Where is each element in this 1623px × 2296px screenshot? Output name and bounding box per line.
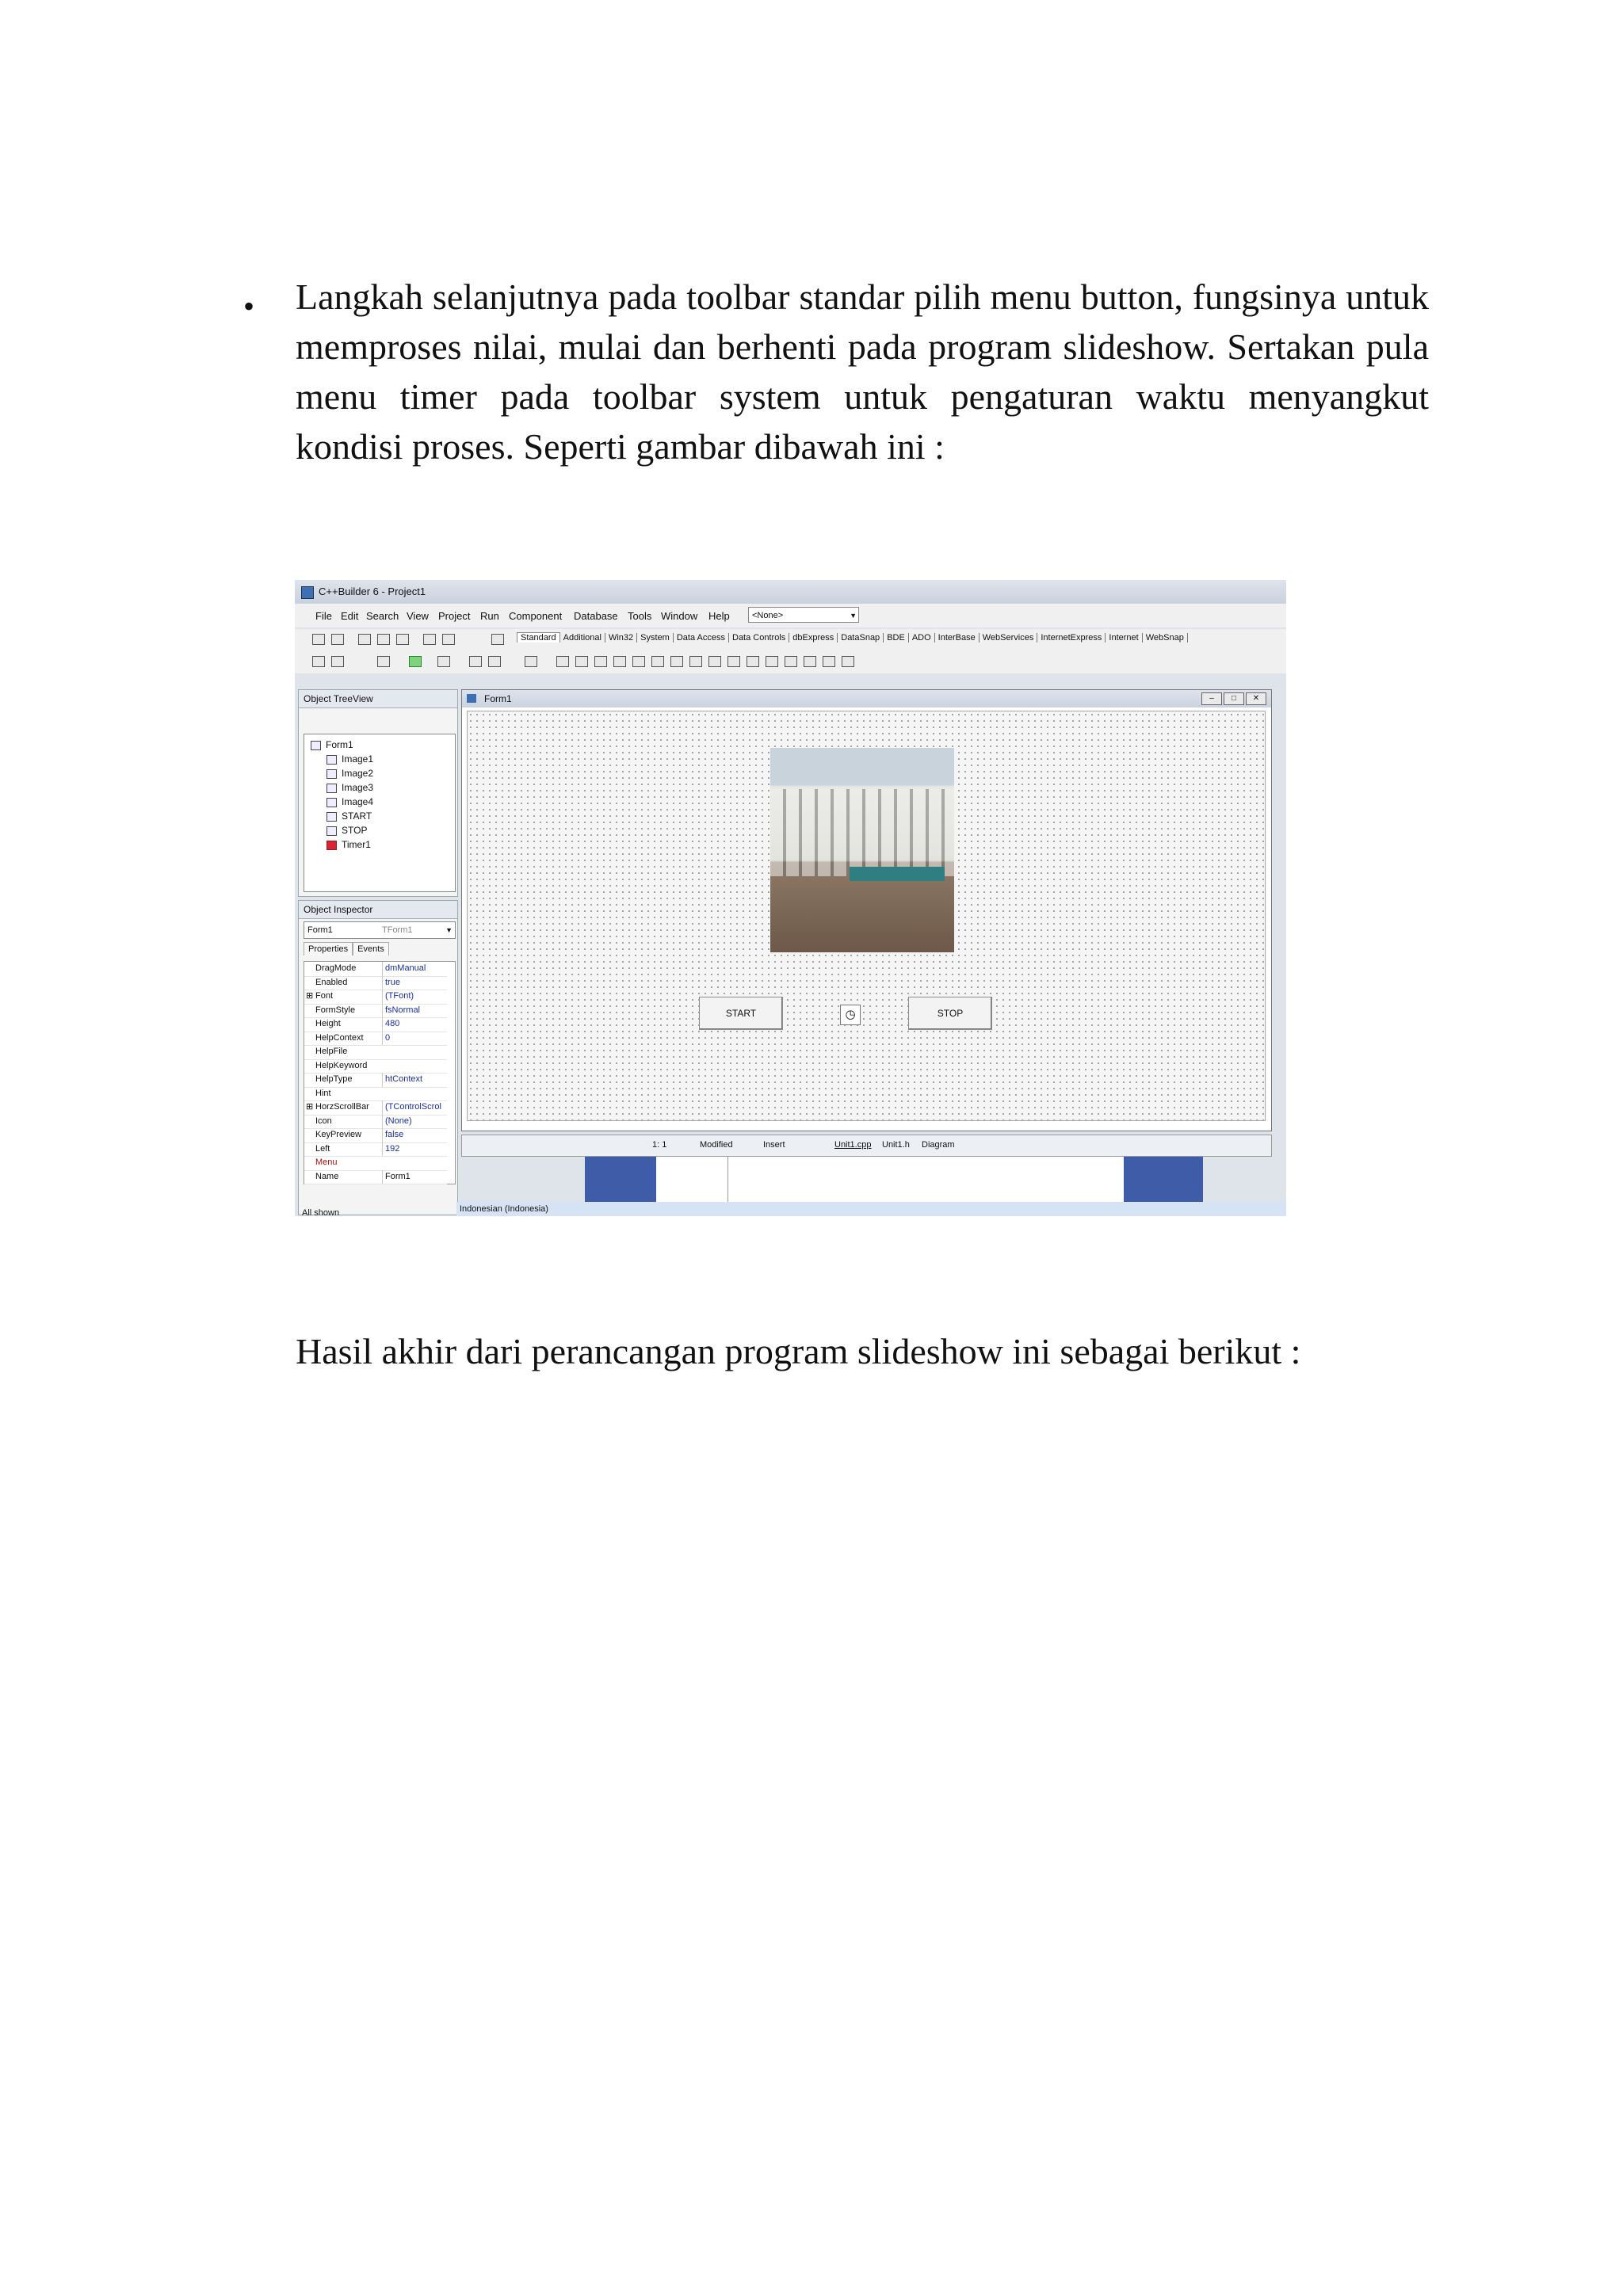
view-unit-icon[interactable] [312, 656, 325, 667]
cursor-position: 1: 1 [652, 1140, 667, 1150]
form-icon [467, 694, 476, 703]
photo-window-band [850, 867, 945, 881]
save-all-icon[interactable] [377, 634, 390, 645]
property-grid [304, 961, 456, 1184]
menu-database[interactable]: Database [574, 610, 618, 622]
mainmenu-icon[interactable] [575, 656, 588, 667]
label-icon[interactable] [613, 656, 626, 667]
property-row[interactable]: KeyPreview false [304, 1128, 447, 1143]
combobox-icon[interactable] [747, 656, 759, 667]
scrollbar-icon[interactable] [766, 656, 778, 667]
tab-properties[interactable]: Properties [304, 942, 353, 955]
open-icon[interactable] [331, 634, 344, 645]
memo-icon[interactable] [651, 656, 664, 667]
object-treeview-title: Object TreeView [299, 690, 457, 708]
tree-node-stop[interactable]: STOP [327, 823, 367, 837]
view-form-icon[interactable] [331, 656, 344, 667]
tree-node-form1[interactable]: Form1 [311, 738, 353, 752]
paragraph-result: Hasil akhir dari perancangan program slideshow ini sebagai berikut : [296, 1331, 1301, 1371]
timer-icon[interactable]: ◷ [840, 1005, 861, 1025]
object-tree [304, 734, 456, 892]
listbox-icon[interactable] [727, 656, 740, 667]
object-selector-name: Form1 [307, 925, 333, 935]
tab-dbexpress[interactable]: dbExpress [789, 633, 838, 643]
tab-win32[interactable]: Win32 [605, 633, 637, 643]
tree-node-image2[interactable]: Image2 [327, 766, 373, 780]
new-icon[interactable] [312, 634, 325, 645]
taskbar [456, 1202, 1286, 1216]
tab-events[interactable]: Events [353, 942, 389, 955]
property-row[interactable]: HelpKeyword [304, 1059, 447, 1074]
remove-file-icon[interactable] [442, 634, 455, 645]
chevron-down-icon: ▼ [445, 926, 453, 934]
trace-into-icon[interactable] [469, 656, 482, 667]
menu-component[interactable]: Component [509, 610, 563, 622]
close-icon[interactable]: ✕ [1246, 692, 1266, 705]
menu-run[interactable]: Run [480, 610, 499, 622]
property-row[interactable]: DragMode dmManual [304, 962, 447, 977]
tree-node-start[interactable]: START [327, 809, 372, 823]
button-icon[interactable] [670, 656, 683, 667]
object-selector[interactable] [304, 921, 456, 939]
menu-view[interactable]: View [407, 610, 429, 622]
menu-tools[interactable]: Tools [628, 610, 652, 622]
object-inspector-title: Object Inspector [299, 901, 457, 919]
menu-window[interactable]: Window [661, 610, 698, 622]
property-row[interactable]: HelpContext 0 [304, 1032, 447, 1047]
menu-search[interactable]: Search [366, 610, 399, 622]
config-combo-value: <None> [752, 611, 784, 620]
ide-title-bar [295, 580, 1286, 604]
step-over-icon[interactable] [488, 656, 501, 667]
ide-title: C++Builder 6 - Project1 [319, 585, 426, 597]
radiogroup-icon[interactable] [804, 656, 816, 667]
document-bullet: • [243, 288, 255, 324]
property-row[interactable]: Enabled true [304, 976, 447, 991]
component-palette-tabs [517, 632, 1188, 643]
actionlist-icon[interactable] [842, 656, 854, 667]
checkbox-icon[interactable] [689, 656, 702, 667]
tab-data-controls[interactable]: Data Controls [729, 633, 789, 643]
property-row[interactable]: HelpFile [304, 1045, 447, 1060]
property-row[interactable]: Hint [304, 1087, 447, 1102]
tab-standard[interactable]: Standard [517, 632, 560, 643]
form-title-bar [462, 690, 1271, 707]
panel-icon[interactable] [823, 656, 835, 667]
save-icon[interactable] [358, 634, 371, 645]
tree-node-image4[interactable]: Image4 [327, 795, 373, 809]
pointer-icon[interactable] [525, 656, 537, 667]
editor-status-bar [461, 1135, 1272, 1157]
tab-ado[interactable]: ADO [909, 633, 935, 643]
expand-icon: ⊞ [306, 1102, 314, 1112]
tab-webservices[interactable]: WebServices [980, 633, 1038, 643]
inspector-tabs [304, 942, 389, 955]
object-treeview-panel [298, 689, 458, 897]
tab-unit1-h[interactable]: Unit1.h [882, 1140, 910, 1150]
property-row[interactable]: FormStyle fsNormal [304, 1004, 447, 1019]
toolbar-row-2 [295, 651, 1286, 673]
object-inspector-panel [298, 900, 458, 1215]
property-row[interactable]: Left 192 [304, 1142, 447, 1158]
run-icon[interactable] [409, 656, 422, 667]
start-button[interactable]: START [699, 997, 783, 1030]
form-title: Form1 [484, 693, 512, 704]
tab-unit1-cpp[interactable]: Unit1.cpp [834, 1140, 872, 1150]
tab-internet[interactable]: Internet [1106, 633, 1142, 643]
groupbox-icon[interactable] [785, 656, 797, 667]
inspector-footer: All shown [302, 1208, 340, 1216]
menu-edit[interactable]: Edit [341, 610, 359, 622]
add-file-icon[interactable] [423, 634, 436, 645]
ide-screenshot [295, 580, 1286, 1216]
property-row[interactable]: ⊞ HorzScrollBar (TControlScrol [304, 1100, 447, 1116]
chevron-down-icon: ▼ [850, 612, 857, 620]
help-icon[interactable] [491, 634, 504, 645]
radiobutton-icon[interactable] [708, 656, 721, 667]
tab-interbase[interactable]: InterBase [935, 633, 980, 643]
form-designer-window [461, 689, 1272, 1131]
expand-icon: ⊞ [306, 991, 314, 1001]
cbuilder-icon [301, 586, 314, 599]
pause-icon[interactable] [437, 656, 450, 667]
popupmenu-icon[interactable] [594, 656, 607, 667]
property-row[interactable]: ⊞ Font (TFont) [304, 990, 447, 1005]
tree-node-timer1[interactable]: Timer1 [327, 837, 371, 852]
tree-node-image1[interactable]: Image1 [327, 752, 373, 766]
language-indicator[interactable]: Indonesian (Indonesia) [460, 1204, 548, 1214]
paragraph-instructions: Langkah selanjutnya pada toolbar standar pilih menu button, fungsinya untuk memproses nilai, mulai dan berhenti pada program slideshow. Sertakan pula menu timer pada toolbar system untuk pengaturan waktu menyangkut kondisi proses. Seperti gambar dibawah ini : [296, 277, 1429, 467]
object-selector-type: TForm1 [382, 925, 413, 935]
new-form-icon[interactable] [377, 656, 390, 667]
property-row[interactable]: HelpType htContext [304, 1073, 447, 1088]
tab-system[interactable]: System [637, 633, 674, 643]
menu-help[interactable]: Help [708, 610, 730, 622]
tab-bde[interactable]: BDE [884, 633, 909, 643]
property-row[interactable]: Menu [304, 1156, 447, 1171]
config-combo[interactable] [748, 607, 859, 623]
maximize-icon[interactable]: □ [1224, 692, 1244, 705]
building-photo [770, 789, 954, 876]
menu-project[interactable]: Project [438, 610, 471, 622]
menu-file[interactable]: File [315, 610, 332, 622]
stop-button[interactable]: STOP [908, 997, 992, 1030]
property-row[interactable]: Name Form1 [304, 1170, 447, 1185]
form-canvas[interactable] [467, 711, 1266, 1121]
tab-websnap[interactable]: WebSnap [1143, 633, 1188, 643]
tab-diagram[interactable]: Diagram [922, 1140, 955, 1150]
tab-data-access[interactable]: Data Access [674, 633, 729, 643]
property-row[interactable]: Icon (None) [304, 1115, 447, 1130]
edit-icon[interactable] [632, 656, 645, 667]
minimize-icon[interactable]: – [1201, 692, 1222, 705]
image-component[interactable] [770, 748, 954, 952]
tab-additional[interactable]: Additional [560, 633, 605, 643]
property-row[interactable]: Height 480 [304, 1017, 447, 1032]
modified-status: Modified [700, 1140, 733, 1150]
tab-internetexpress[interactable]: InternetExpress [1037, 633, 1106, 643]
open-project-icon[interactable] [396, 634, 409, 645]
frame-icon[interactable] [556, 656, 569, 667]
tab-datasnap[interactable]: DataSnap [838, 633, 884, 643]
tree-node-image3[interactable]: Image3 [327, 780, 373, 795]
insert-mode: Insert [763, 1140, 785, 1150]
